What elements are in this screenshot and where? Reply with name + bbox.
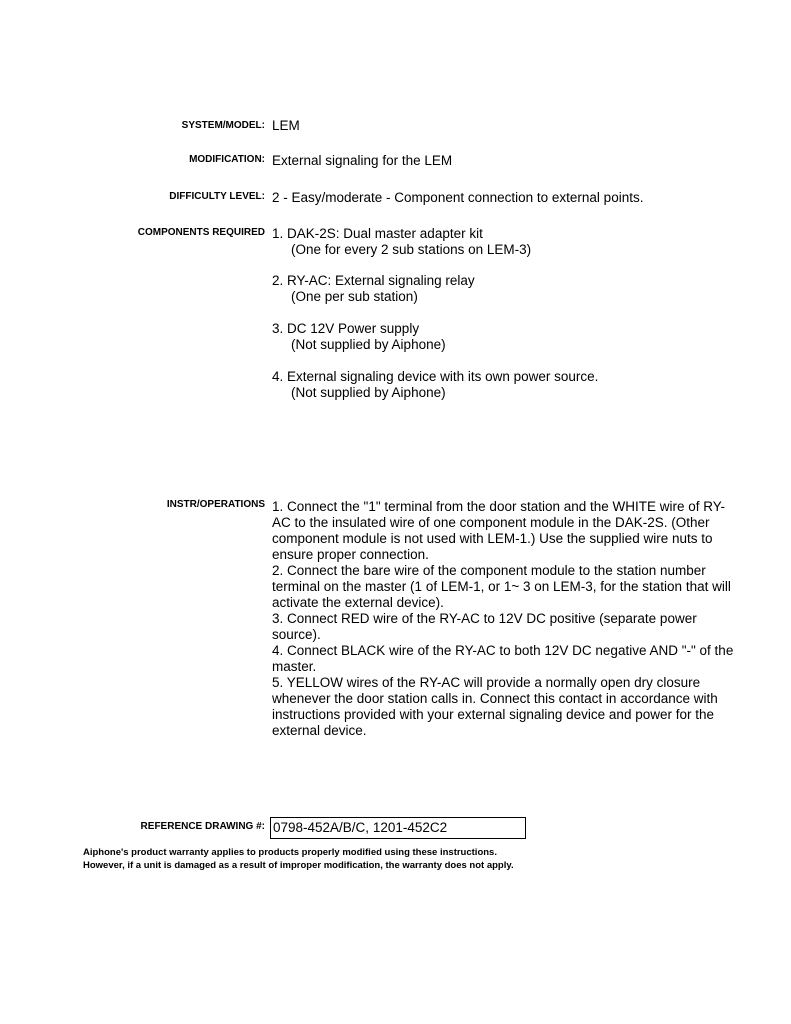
reference-label: REFERENCE DRAWING #:	[140, 821, 265, 832]
component-item-note: (Not supplied by Aiphone)	[291, 385, 446, 400]
instruction-step: 5. YELLOW wires of the RY-AC will provide a normally open dry closure whenever the door station calls in. Connect this contact in accordance with instructions provided with your external signaling device and power for the external device.	[272, 675, 718, 738]
instruction-step: 3. Connect RED wire of the RY-AC to 12V DC positive (separate power source).	[272, 611, 697, 642]
warranty-note	[83, 847, 514, 872]
component-item	[272, 321, 742, 353]
instruction-step: 1. Connect the "1" terminal from the door station and the WHITE wire of RY-AC to the insulated wire of one component module in the DAK-2S. (Other component module is not used with LEM-1.) Use the supplied wire nuts to ensure proper connection.	[272, 499, 726, 562]
component-item-note: (One per sub station)	[291, 289, 418, 304]
components-label: COMPONENTS REQUIRED	[137, 227, 265, 238]
instructions-body	[272, 499, 737, 739]
component-item-note: (Not supplied by Aiphone)	[291, 337, 446, 352]
instruction-step: 4. Connect BLACK wire of the RY-AC to both 12V DC negative AND "-" of the master.	[272, 643, 734, 674]
warranty-line: Aiphone's product warranty applies to products properly modified using these instructions.	[83, 847, 497, 858]
difficulty-label: DIFFICULTY LEVEL:	[169, 191, 265, 202]
component-item-main: 4. External signaling device with its own power source.	[272, 369, 599, 384]
component-item-main: 3. DC 12V Power supply	[272, 321, 420, 336]
system-model-value: LEM	[272, 118, 300, 133]
component-item	[272, 273, 742, 305]
modification-value: External signaling for the LEM	[272, 153, 453, 168]
component-item-main: 2. RY-AC: External signaling relay	[272, 273, 475, 288]
component-item-main: 1. DAK-2S: Dual master adapter kit	[272, 226, 483, 241]
system-model-label: SYSTEM/MODEL:	[181, 120, 265, 131]
warranty-line: However, if a unit is damaged as a result of improper modification, the warranty does not apply.	[83, 859, 514, 871]
difficulty-value: 2 - Easy/moderate - Component connection to external points.	[272, 190, 644, 205]
component-item-note: (One for every 2 sub stations on LEM-3)	[291, 242, 532, 257]
reference-value-box: 0798-452A/B/C, 1201-452C2	[270, 817, 526, 839]
modification-label: MODIFICATION:	[189, 154, 265, 165]
instructions-label: INSTR/OPERATIONS	[166, 499, 265, 510]
instruction-step: 2. Connect the bare wire of the component module to the station number terminal on the master (1 of LEM-1, or 1~ 3 on LEM-3, for the station that will activate the external device).	[272, 563, 731, 610]
component-item	[272, 369, 742, 401]
component-item	[272, 226, 742, 258]
